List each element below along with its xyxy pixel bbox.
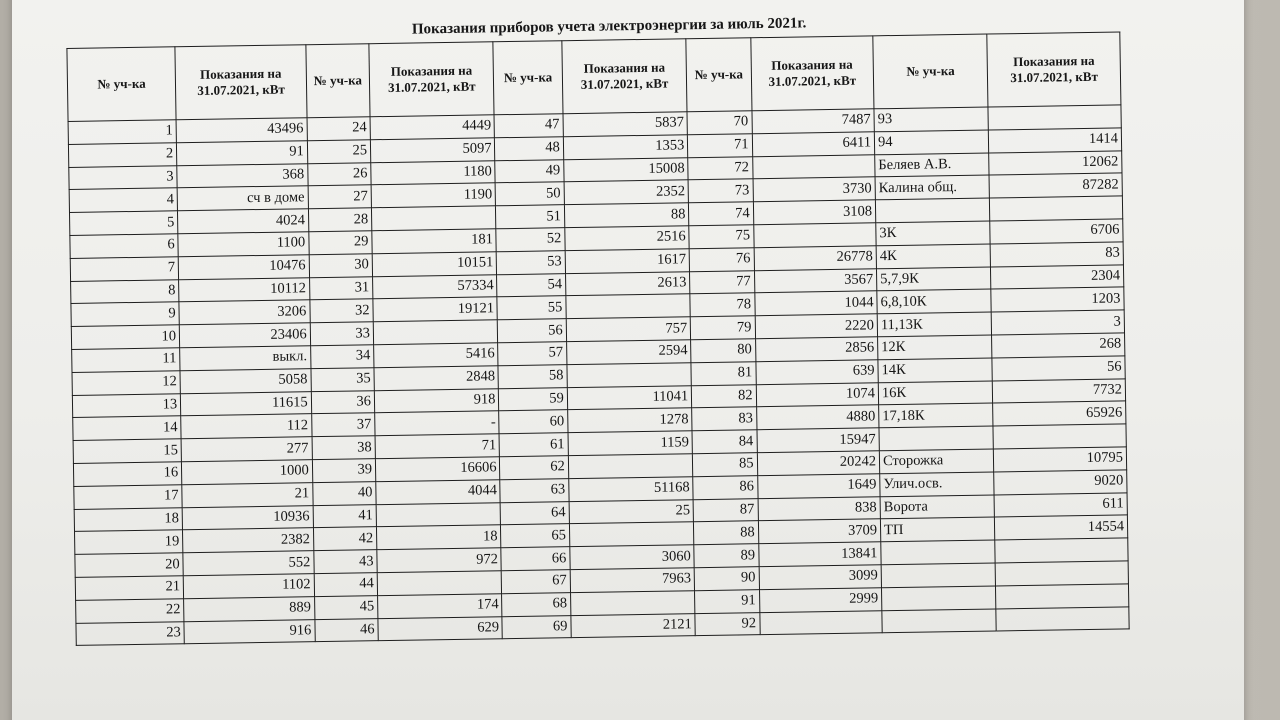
reading-cell: 10936 xyxy=(182,505,313,530)
plot-no-cell: 80 xyxy=(691,339,756,363)
plot-no-cell: 55 xyxy=(497,296,566,320)
reading-cell: 19121 xyxy=(373,297,498,322)
plot-no-cell: 91 xyxy=(695,589,760,613)
plot-name-cell: Сторожка xyxy=(879,449,994,474)
plot-no-cell: 15 xyxy=(73,439,182,463)
reading-cell: 6706 xyxy=(990,219,1123,244)
reading-cell: 1353 xyxy=(563,135,688,160)
reading-cell: 71 xyxy=(375,434,500,459)
plot-name-cell xyxy=(881,563,996,588)
plot-no-cell: 86 xyxy=(693,475,758,499)
reading-cell: 3 xyxy=(991,310,1124,335)
reading-cell: 611 xyxy=(994,492,1127,517)
plot-no-cell: 43 xyxy=(314,550,378,574)
reading-cell: 2999 xyxy=(759,587,882,612)
plot-no-cell: 46 xyxy=(315,618,379,642)
plot-no-cell: 17 xyxy=(74,484,183,508)
plot-name-cell: ТП xyxy=(880,517,995,542)
plot-no-cell: 16 xyxy=(73,462,182,486)
reading-cell: 3108 xyxy=(753,200,876,225)
reading-cell: 3709 xyxy=(758,519,881,544)
reading-cell: 629 xyxy=(378,616,503,641)
reading-cell: 838 xyxy=(758,496,881,521)
reading-cell: 1180 xyxy=(371,160,496,185)
reading-cell: 25 xyxy=(569,499,694,524)
plot-no-cell: 10 xyxy=(71,325,180,349)
reading-cell xyxy=(995,538,1128,563)
reading-cell: 1190 xyxy=(371,183,496,208)
plot-no-cell: 49 xyxy=(495,159,564,183)
plot-no-cell: 72 xyxy=(688,156,753,180)
plot-no-cell: 20 xyxy=(75,553,184,577)
reading-cell xyxy=(996,584,1129,609)
plot-no-cell: 36 xyxy=(311,390,375,414)
plot-no-cell: 39 xyxy=(312,459,376,483)
plot-no-cell: 35 xyxy=(311,367,375,391)
reading-cell: 15008 xyxy=(564,157,689,182)
plot-no-cell: 12 xyxy=(72,371,181,395)
plot-no-cell: 9 xyxy=(71,302,180,326)
header-plot-no-2: № уч-ка xyxy=(306,44,370,118)
reading-cell: 3730 xyxy=(753,177,876,202)
plot-no-cell: 56 xyxy=(498,319,567,343)
reading-cell: 1414 xyxy=(989,128,1122,153)
plot-no-cell: 78 xyxy=(690,293,755,317)
reading-cell: 7487 xyxy=(752,109,875,134)
plot-name-cell: Ворота xyxy=(880,495,995,520)
plot-no-cell: 73 xyxy=(688,179,753,203)
reading-cell: 12062 xyxy=(989,151,1122,176)
reading-cell: 552 xyxy=(183,551,314,576)
reading-cell: 9020 xyxy=(994,470,1127,495)
reading-cell xyxy=(752,154,875,179)
plot-no-cell: 47 xyxy=(494,114,563,138)
reading-cell: 4449 xyxy=(370,115,495,140)
header-plot-no-5: № уч-ка xyxy=(873,34,988,109)
plot-no-cell: 28 xyxy=(308,208,372,232)
plot-no-cell: 31 xyxy=(309,276,373,300)
reading-cell: 6411 xyxy=(752,132,875,157)
plot-name-cell: 16К xyxy=(878,381,993,406)
reading-cell: 4024 xyxy=(178,209,309,234)
plot-name-cell: 6,8,10К xyxy=(877,289,992,314)
plot-no-cell: 30 xyxy=(309,254,373,278)
reading-cell: 10151 xyxy=(372,252,497,277)
plot-no-cell: 25 xyxy=(307,140,371,164)
plot-no-cell: 58 xyxy=(498,364,567,388)
reading-cell: 2352 xyxy=(564,180,689,205)
reading-cell: 65926 xyxy=(993,401,1126,426)
plot-name-cell: 94 xyxy=(874,130,989,155)
reading-cell: 20242 xyxy=(757,451,880,476)
plot-no-cell: 1 xyxy=(68,120,177,144)
plot-name-cell: Беляев А.В. xyxy=(875,153,990,178)
reading-cell: 2856 xyxy=(755,337,878,362)
plot-no-cell: 11 xyxy=(72,348,181,372)
plot-name-cell xyxy=(879,426,994,451)
reading-cell: 91 xyxy=(177,141,308,166)
document xyxy=(66,5,1142,646)
plot-no-cell: 62 xyxy=(500,456,569,480)
reading-cell: 889 xyxy=(184,596,315,621)
reading-cell: 3060 xyxy=(570,545,695,570)
plot-no-cell: 83 xyxy=(692,407,757,431)
reading-cell: 3099 xyxy=(759,565,882,590)
reading-cell: 1100 xyxy=(178,232,309,257)
header-reading-3: Показания на 31.07.2021, кВт xyxy=(562,39,688,114)
plot-no-cell: 48 xyxy=(495,137,564,161)
plot-no-cell: 4 xyxy=(69,188,178,212)
plot-name-cell: 4К xyxy=(876,244,991,269)
header-reading-2: Показания на 31.07.2021, кВт xyxy=(369,42,495,117)
plot-no-cell: 79 xyxy=(691,316,756,340)
reading-cell xyxy=(567,362,692,387)
reading-cell: 10112 xyxy=(179,277,310,302)
reading-cell: 639 xyxy=(755,360,878,385)
reading-cell: 23406 xyxy=(179,323,310,348)
plot-no-cell: 5 xyxy=(69,211,178,235)
reading-cell: 2848 xyxy=(374,366,499,391)
plot-name-cell: 3К xyxy=(876,221,991,246)
plot-name-cell: 14К xyxy=(878,358,993,383)
plot-no-cell: 71 xyxy=(688,134,753,158)
plot-name-cell xyxy=(881,540,996,565)
plot-no-cell: 90 xyxy=(694,567,759,591)
reading-cell: 916 xyxy=(184,619,315,644)
reading-cell: 1159 xyxy=(568,431,693,456)
reading-cell: 7963 xyxy=(570,568,695,593)
plot-no-cell: 89 xyxy=(694,544,759,568)
reading-cell: 1102 xyxy=(183,574,314,599)
reading-cell: 2516 xyxy=(565,226,690,251)
reading-cell xyxy=(566,294,691,319)
plot-no-cell: 32 xyxy=(310,299,374,323)
plot-no-cell: 41 xyxy=(313,504,377,528)
header-reading-1: Показания на 31.07.2021, кВт xyxy=(175,45,307,120)
readings-table xyxy=(66,31,1129,646)
reading-cell: 2304 xyxy=(991,264,1124,289)
plot-no-cell: 29 xyxy=(309,231,373,255)
plot-no-cell: 2 xyxy=(68,143,177,167)
reading-cell: 13841 xyxy=(758,542,881,567)
reading-cell: 14554 xyxy=(995,515,1128,540)
plot-name-cell xyxy=(882,608,997,633)
plot-no-cell: 67 xyxy=(502,570,571,594)
plot-no-cell: 13 xyxy=(72,393,181,417)
reading-cell xyxy=(995,561,1128,586)
header-reading-5: Показания на 31.07.2021, кВт xyxy=(987,32,1121,107)
plot-name-cell: 11,13К xyxy=(877,312,992,337)
reading-cell: 5416 xyxy=(374,343,499,368)
plot-no-cell: 51 xyxy=(496,205,565,229)
reading-cell: 10795 xyxy=(994,447,1127,472)
plot-no-cell: 21 xyxy=(75,576,184,600)
plot-name-cell: Калина общ. xyxy=(875,175,990,200)
plot-name-cell: Улич.осв. xyxy=(880,472,995,497)
reading-cell: - xyxy=(375,411,500,436)
reading-cell xyxy=(759,610,882,635)
reading-cell: 2613 xyxy=(565,271,690,296)
reading-cell xyxy=(376,502,501,527)
plot-no-cell: 92 xyxy=(695,612,760,636)
reading-cell: 757 xyxy=(566,317,691,342)
plot-no-cell: 40 xyxy=(313,481,377,505)
reading-cell: выкл. xyxy=(180,346,311,371)
reading-cell: 83 xyxy=(990,242,1123,267)
reading-cell: 1278 xyxy=(567,408,692,433)
plot-no-cell: 65 xyxy=(501,524,570,548)
reading-cell: 88 xyxy=(564,203,689,228)
plot-no-cell: 24 xyxy=(307,117,371,141)
plot-name-cell: 12К xyxy=(878,335,993,360)
plot-name-cell xyxy=(881,586,996,611)
reading-cell: 26778 xyxy=(754,246,877,271)
plot-name-cell: 93 xyxy=(874,107,989,132)
reading-cell: 2382 xyxy=(183,528,314,553)
reading-cell xyxy=(753,223,876,248)
plot-no-cell: 34 xyxy=(310,345,374,369)
reading-cell: 3567 xyxy=(754,268,877,293)
plot-no-cell: 53 xyxy=(497,250,566,274)
plot-no-cell: 23 xyxy=(76,621,185,645)
reading-cell: 51168 xyxy=(569,476,694,501)
reading-cell: 181 xyxy=(372,229,497,254)
reading-cell: 11615 xyxy=(181,391,312,416)
plot-no-cell: 19 xyxy=(75,530,184,554)
reading-cell: 2220 xyxy=(755,314,878,339)
plot-no-cell: 59 xyxy=(499,387,568,411)
reading-cell xyxy=(377,571,502,596)
reading-cell: 18 xyxy=(376,525,501,550)
reading-cell xyxy=(568,454,693,479)
plot-no-cell: 74 xyxy=(689,202,754,226)
reading-cell: 112 xyxy=(181,414,312,439)
plot-no-cell: 70 xyxy=(687,111,752,135)
reading-cell: 174 xyxy=(378,593,503,618)
plot-no-cell: 68 xyxy=(502,592,571,616)
plot-no-cell: 61 xyxy=(499,433,568,457)
plot-no-cell: 66 xyxy=(501,547,570,571)
plot-no-cell: 14 xyxy=(73,416,182,440)
reading-cell: 2121 xyxy=(571,613,696,638)
plot-no-cell: 64 xyxy=(501,501,570,525)
plot-no-cell: 3 xyxy=(69,165,178,189)
table-body xyxy=(68,105,1129,646)
reading-cell: 277 xyxy=(181,437,312,462)
plot-no-cell: 75 xyxy=(689,225,754,249)
header-plot-no-3: № уч-ка xyxy=(493,41,562,115)
plot-no-cell: 69 xyxy=(502,615,571,639)
plot-no-cell: 18 xyxy=(74,507,183,531)
header-reading-4: Показания на 31.07.2021, кВт xyxy=(750,36,874,111)
plot-no-cell: 50 xyxy=(496,182,565,206)
plot-no-cell: 57 xyxy=(498,342,567,366)
reading-cell: 1074 xyxy=(756,382,879,407)
document-title: Показания приборов учета электроэнергии за июль 2021г. xyxy=(411,15,807,38)
plot-no-cell: 7 xyxy=(70,257,179,281)
plot-no-cell: 37 xyxy=(311,413,375,437)
reading-cell xyxy=(570,590,695,615)
plot-no-cell: 6 xyxy=(70,234,179,258)
plot-no-cell: 33 xyxy=(310,322,374,346)
plot-no-cell: 76 xyxy=(689,248,754,272)
reading-cell: 4044 xyxy=(376,479,501,504)
reading-cell: 972 xyxy=(377,548,502,573)
reading-cell: 4880 xyxy=(756,405,879,430)
reading-cell: 5058 xyxy=(180,368,311,393)
reading-cell: сч в доме xyxy=(177,186,308,211)
reading-cell: 3206 xyxy=(179,300,310,325)
reading-cell xyxy=(988,105,1121,130)
reading-cell: 16606 xyxy=(375,457,500,482)
reading-cell: 21 xyxy=(182,482,313,507)
plot-no-cell: 85 xyxy=(693,453,758,477)
reading-cell: 1649 xyxy=(757,474,880,499)
plot-no-cell: 82 xyxy=(692,384,757,408)
plot-no-cell: 8 xyxy=(71,279,180,303)
plot-no-cell: 63 xyxy=(500,478,569,502)
reading-cell xyxy=(996,606,1129,631)
plot-no-cell: 84 xyxy=(692,430,757,454)
reading-cell xyxy=(371,206,496,231)
reading-cell xyxy=(569,522,694,547)
plot-name-cell xyxy=(875,198,990,223)
reading-cell: 1617 xyxy=(565,249,690,274)
reading-cell: 10476 xyxy=(178,254,309,279)
reading-cell: 7732 xyxy=(993,378,1126,403)
reading-cell: 1203 xyxy=(991,287,1124,312)
reading-cell: 56 xyxy=(992,356,1125,381)
reading-cell: 43496 xyxy=(176,118,307,143)
plot-no-cell: 22 xyxy=(76,598,185,622)
reading-cell: 368 xyxy=(177,163,308,188)
reading-cell: 11041 xyxy=(567,385,692,410)
reading-cell: 1044 xyxy=(754,291,877,316)
reading-cell xyxy=(990,196,1123,221)
plot-no-cell: 38 xyxy=(312,436,376,460)
reading-cell: 15947 xyxy=(757,428,880,453)
plot-no-cell: 42 xyxy=(313,527,377,551)
plot-no-cell: 52 xyxy=(496,228,565,252)
plot-no-cell: 87 xyxy=(693,498,758,522)
reading-cell: 57334 xyxy=(373,274,498,299)
plot-no-cell: 77 xyxy=(690,270,755,294)
plot-no-cell: 26 xyxy=(307,162,371,186)
header-plot-no-4: № уч-ка xyxy=(686,38,751,112)
header-plot-no-1: № уч-ка xyxy=(67,47,176,122)
plot-no-cell: 81 xyxy=(691,361,756,385)
reading-cell: 2594 xyxy=(566,340,691,365)
plot-name-cell: 17,18К xyxy=(879,403,994,428)
reading-cell: 5837 xyxy=(563,112,688,137)
reading-cell: 268 xyxy=(992,333,1125,358)
plot-no-cell: 45 xyxy=(314,595,378,619)
reading-cell xyxy=(373,320,498,345)
plot-no-cell: 88 xyxy=(694,521,759,545)
plot-no-cell: 27 xyxy=(308,185,372,209)
reading-cell: 5097 xyxy=(370,138,495,163)
plot-no-cell: 54 xyxy=(497,273,566,297)
reading-cell: 918 xyxy=(374,388,499,413)
reading-cell xyxy=(993,424,1126,449)
plot-no-cell: 60 xyxy=(499,410,568,434)
reading-cell: 1000 xyxy=(182,460,313,485)
reading-cell: 87282 xyxy=(989,173,1122,198)
plot-no-cell: 44 xyxy=(314,573,378,597)
plot-name-cell: 5,7,9К xyxy=(876,267,991,292)
